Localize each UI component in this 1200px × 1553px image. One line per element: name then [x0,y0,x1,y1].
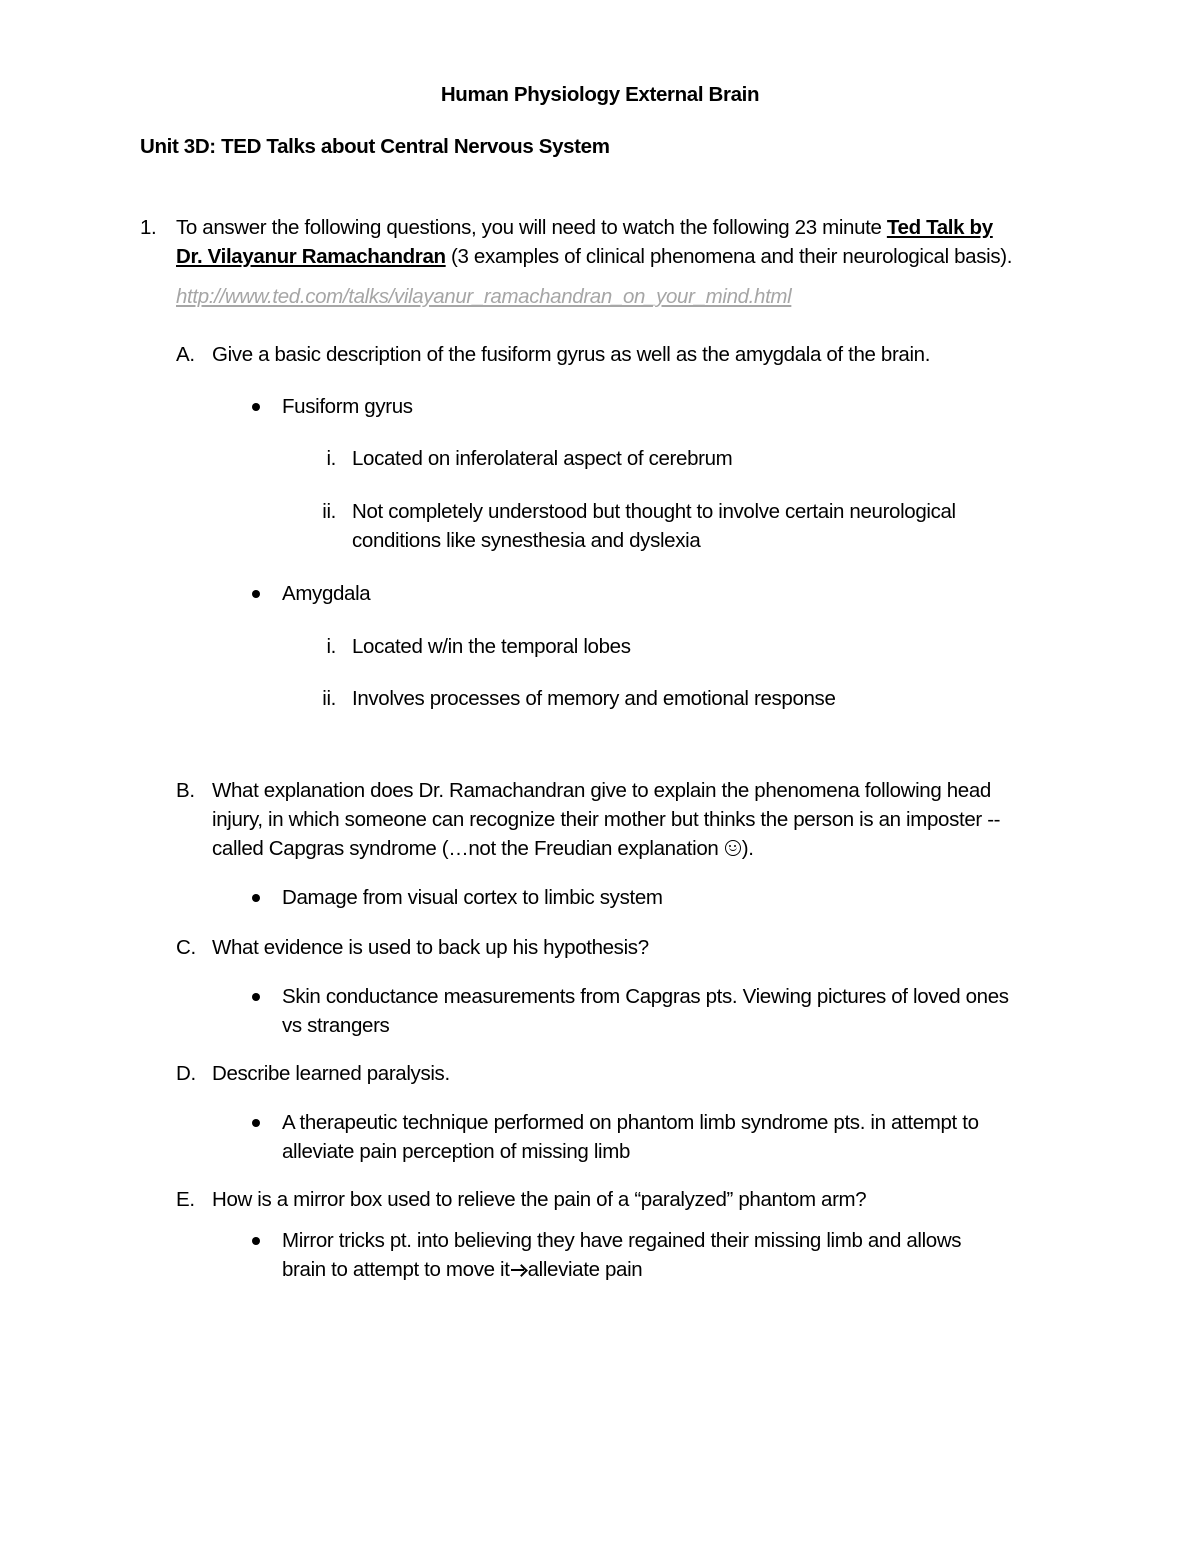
roman-numeral: i. [326,447,336,470]
amygdala-label: Amygdala [282,582,371,605]
question-1-line-2 [176,242,1012,271]
ted-url [176,282,791,311]
question-b-line-3 [212,834,754,863]
item-letter-d: D. [176,1062,196,1085]
fusiform-detail-i: Located on inferolateral aspect of cerebrum [352,447,733,470]
question-b-line-2: injury, in which someone can recognize their mother but thinks the person is an imposter -- [212,808,1001,831]
answer-e-line-2-text: brain to attempt to move it [282,1258,510,1281]
question-c: What evidence is used to back up his hypothesis? [212,936,649,959]
answer-c-line-2: vs strangers [282,1014,390,1037]
roman-numeral: ii. [322,500,336,523]
amygdala-detail-ii: Involves processes of memory and emotional response [352,687,836,710]
roman-numeral: ii. [322,687,336,710]
answer-c-line-1: Skin conductance measurements from Capgras pts. Viewing pictures of loved ones [282,985,1009,1008]
answer-d-line-2: alleviate pain perception of missing limb [282,1140,631,1163]
bullet-icon [252,403,260,411]
ted-talk-link[interactable]: Ted Talk by [886,216,993,239]
bullet-icon [252,1237,260,1245]
question-b-line-3-text: called Capgras syndrome (…not the Freudian explanation [212,837,724,860]
question-a: Give a basic description of the fusiform gyrus as well as the amygdala of the brain. [212,343,931,366]
question-e: How is a mirror box used to relieve the pain of a “paralyzed” phantom arm? [212,1188,867,1211]
fusiform-detail-ii-line-2: conditions like synesthesia and dyslexia [352,529,701,552]
unit-heading: Unit 3D: TED Talks about Central Nervous System [140,135,610,158]
fusiform-detail-ii-line-1: Not completely understood but thought to involve certain neurological [352,500,956,523]
answer-e-line-1: Mirror tricks pt. into believing they have regained their missing limb and allows [282,1229,962,1252]
bullet-icon [252,1119,260,1127]
answer-d-line-1: A therapeutic technique performed on phantom limb syndrome pts. in attempt to [282,1111,979,1134]
ted-url-link[interactable]: http://www.ted.com/talks/vilayanur_ramachandran_on_your_mind.html [176,285,792,308]
arrow-right-icon [511,1264,527,1276]
question-d: Describe learned paralysis. [212,1062,450,1085]
bullet-icon [252,590,260,598]
smiley-icon [725,840,741,856]
bullet-icon [252,993,260,1001]
question-1-line-1 [176,213,993,242]
fusiform-label: Fusiform gyrus [282,395,413,418]
answer-e-line-2 [282,1255,642,1284]
amygdala-detail-i: Located w/in the temporal lobes [352,635,631,658]
ted-talk-link-speaker[interactable]: Dr. Vilayanur Ramachandran [176,245,446,268]
answer-b: Damage from visual cortex to limbic system [282,886,663,909]
bullet-icon [252,894,260,902]
item-letter-e: E. [176,1188,195,1211]
item-letter-c: C. [176,936,196,959]
question-1-intro: To answer the following questions, you will need to watch the following 23 minute [176,216,887,239]
answer-e-line-2-end: alleviate pain [527,1258,643,1281]
question-b-line-1: What explanation does Dr. Ramachandran give to explain the phenomena following head [212,779,991,802]
question-1-intro-end: (3 examples of clinical phenomena and their neurological basis). [445,245,1013,268]
item-letter-b: B. [176,779,195,802]
question-b-line-3-end: ). [741,837,754,860]
item-letter-a: A. [176,343,195,366]
question-number: 1. [140,216,157,239]
document-title: Human Physiology External Brain [440,83,760,106]
roman-numeral: i. [326,635,336,658]
